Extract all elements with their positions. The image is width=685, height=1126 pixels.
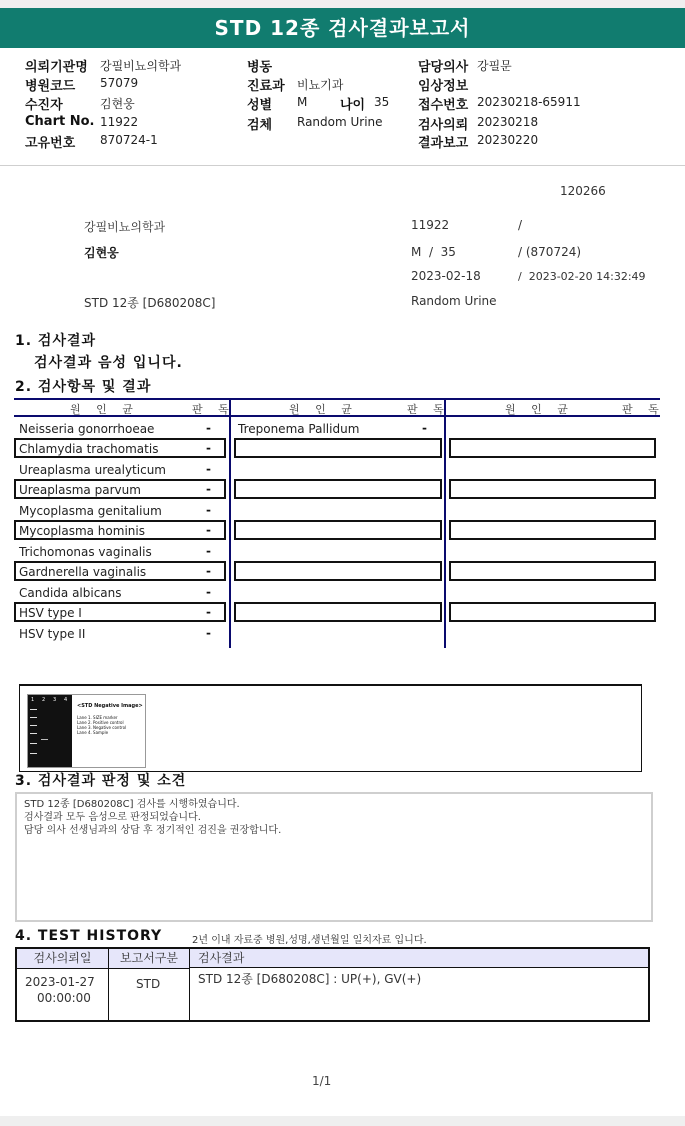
label-department: 진료과 xyxy=(247,79,285,94)
value-institution: 강필비뇨의학과 xyxy=(100,59,182,73)
gel-image xyxy=(27,694,146,768)
pathogen-result: - xyxy=(206,421,211,435)
empty-row-box xyxy=(449,561,656,581)
report-title: STD 12종 검사결과보고서 xyxy=(0,8,685,48)
pathogen-name: Gardnerella vaginalis xyxy=(19,565,147,579)
th-result-1: 판 독 xyxy=(192,403,235,416)
pathogen-name: HSV type II xyxy=(19,627,86,641)
gel-band xyxy=(30,709,37,710)
pathogen-result: - xyxy=(206,564,211,578)
history-col-divider xyxy=(108,949,109,1020)
gel-band xyxy=(41,739,48,740)
label-request-date: 검사의뢰 xyxy=(418,118,469,133)
gel-legend: Lane 2. Positive control xyxy=(77,720,124,725)
table-top-rule xyxy=(14,398,660,400)
history-time: 00:00:00 xyxy=(37,991,91,1005)
value-department: 비뇨기과 xyxy=(297,78,344,92)
gel-title: <STD Negative Image> xyxy=(77,703,143,709)
pathogen-result: - xyxy=(206,441,211,455)
top-band xyxy=(0,0,685,8)
label-doctor: 담당의사 xyxy=(418,60,469,75)
history-type: STD xyxy=(136,977,161,991)
lane-number: 3 xyxy=(53,697,57,703)
empty-row-box xyxy=(449,479,656,499)
value-chart-no: 11922 xyxy=(100,115,139,129)
gel-band xyxy=(30,743,37,744)
pathogen-name: Ureaplasma parvum xyxy=(19,483,141,497)
gel-band xyxy=(30,733,37,734)
empty-row-box xyxy=(234,479,442,499)
mid-name: 김현웅 xyxy=(84,246,119,260)
value-age: 35 xyxy=(374,95,390,109)
finding-line: STD 12종 [D680208C] 검사를 시행하였습니다. xyxy=(24,799,240,810)
section3-title: 3. 검사결과 판정 및 소견 xyxy=(15,773,187,789)
label-specimen: 검체 xyxy=(247,118,273,133)
history-table xyxy=(15,947,650,1022)
th-result-2: 판 독 xyxy=(407,403,450,416)
label-chart-no: Chart No. xyxy=(25,114,95,129)
history-result: STD 12종 [D680208C] : UP(+), GV(+) xyxy=(198,972,422,986)
empty-row-box xyxy=(234,520,442,540)
mid-test-name: STD 12종 [D680208C] xyxy=(84,296,216,310)
th-pathogen-3: 원 인 균 xyxy=(505,403,574,416)
value-hospital-code: 57079 xyxy=(100,76,139,90)
empty-row-box xyxy=(449,438,656,458)
findings-box xyxy=(15,792,653,922)
value-report-date: 20230220 xyxy=(477,133,539,147)
label-clinical-info: 임상정보 xyxy=(418,79,469,94)
th-result-3: 판 독 xyxy=(622,403,665,416)
section4-title: 4. TEST HISTORY xyxy=(15,928,163,944)
label-receipt-no: 접수번호 xyxy=(418,98,469,113)
mid-date2: / 2023-02-20 14:32:49 xyxy=(518,270,646,283)
pathogen-result: - xyxy=(206,626,211,640)
pathogen-result: - xyxy=(206,503,211,517)
history-note: 2년 이내 자료중 병원,성명,생년월일 일치자료 입니다. xyxy=(192,935,427,946)
section1-title: 1. 검사결과 xyxy=(15,333,97,349)
gel-band xyxy=(30,725,37,726)
th-pathogen-2: 원 인 균 xyxy=(289,403,358,416)
value-sex: M xyxy=(297,95,308,109)
value-unique-no: 870724-1 xyxy=(100,133,158,147)
table-divider-1 xyxy=(229,398,231,648)
gel-electrophoresis-image xyxy=(28,695,72,767)
value-doctor: 강필문 xyxy=(477,59,512,73)
mid-chart: 11922 xyxy=(411,218,450,232)
document-code: 120266 xyxy=(560,184,606,198)
patient-header xyxy=(0,48,685,166)
label-recipient: 수진자 xyxy=(25,98,63,113)
label-sex: 성별 xyxy=(247,98,273,113)
mid-specimen: Random Urine xyxy=(411,294,497,308)
empty-row-box xyxy=(449,520,656,540)
mid-birth: / (870724) xyxy=(518,245,582,259)
label-ward: 병동 xyxy=(247,60,273,75)
bottom-band xyxy=(0,1116,685,1126)
gel-band xyxy=(30,753,37,754)
gel-legend: Lane 4. Sample xyxy=(77,730,109,735)
value-recipient: 김현웅 xyxy=(100,97,135,111)
pathogen-result: - xyxy=(206,523,211,537)
pathogen-name: HSV type I xyxy=(19,606,82,620)
label-hospital-code: 병원코드 xyxy=(25,79,76,94)
label-age: 나이 xyxy=(340,98,366,113)
pathogen-name: Neisseria gonorrhoeae xyxy=(19,422,155,436)
pathogen-name: Chlamydia trachomatis xyxy=(19,442,159,456)
empty-row-box xyxy=(449,602,656,622)
label-institution: 의뢰기관명 xyxy=(25,60,88,75)
lane-number: 4 xyxy=(64,697,68,703)
th-pathogen-1: 원 인 균 xyxy=(70,403,139,416)
lane-number: 2 xyxy=(42,697,46,703)
pathogen-result: - xyxy=(206,544,211,558)
empty-row-box xyxy=(234,602,442,622)
pathogen-name: Ureaplasma urealyticum xyxy=(19,463,166,477)
pathogen-result: - xyxy=(206,482,211,496)
pathogen-result: - xyxy=(206,605,211,619)
mid-institution: 강필비뇨의학과 xyxy=(84,220,166,234)
pathogen-name: Mycoplasma hominis xyxy=(19,524,145,538)
finding-line: 검사결과 모두 음성으로 판정되었습니다. xyxy=(24,812,201,823)
lane-number: 1 xyxy=(31,697,35,703)
mid-slash: / xyxy=(518,218,523,232)
empty-row-box xyxy=(234,561,442,581)
pathogen-name: Treponema Pallidum xyxy=(238,422,360,436)
value-specimen: Random Urine xyxy=(297,115,383,129)
value-request-date: 20230218 xyxy=(477,115,539,129)
pathogen-result: - xyxy=(206,585,211,599)
pathogen-result: - xyxy=(422,421,427,435)
history-header-date: 검사의뢰일 xyxy=(17,949,109,969)
pathogen-name: Mycoplasma genitalium xyxy=(19,504,162,518)
history-header-result: 검사결과 xyxy=(190,949,648,968)
empty-row-box xyxy=(234,438,442,458)
pathogen-result: - xyxy=(206,462,211,476)
section1-summary: 검사결과 음성 입니다. xyxy=(34,355,183,371)
history-header-type: 보고서구분 xyxy=(109,949,190,969)
label-report-date: 결과보고 xyxy=(418,136,469,151)
table-divider-2 xyxy=(444,398,446,648)
mid-sex-age: M / 35 xyxy=(411,245,456,259)
history-date: 2023-01-27 xyxy=(25,975,95,989)
gel-band xyxy=(30,717,37,718)
pathogen-name: Candida albicans xyxy=(19,586,122,600)
history-col-divider xyxy=(189,949,190,1020)
section2-title: 2. 검사항목 및 결과 xyxy=(15,379,152,395)
value-receipt-no: 20230218-65911 xyxy=(477,95,581,109)
pathogen-name: Trichomonas vaginalis xyxy=(19,545,152,559)
finding-line: 담당 의사 선생님과의 상담 후 정기적인 검진을 권장합니다. xyxy=(24,825,282,836)
mid-date1: 2023-02-18 xyxy=(411,269,481,283)
gel-legend: Lane 1. SIZE marker xyxy=(77,715,118,720)
label-unique-no: 고유번호 xyxy=(25,136,76,151)
gel-legend: Lane 3. Negative control xyxy=(77,725,127,730)
page-number: 1/1 xyxy=(312,1074,332,1088)
